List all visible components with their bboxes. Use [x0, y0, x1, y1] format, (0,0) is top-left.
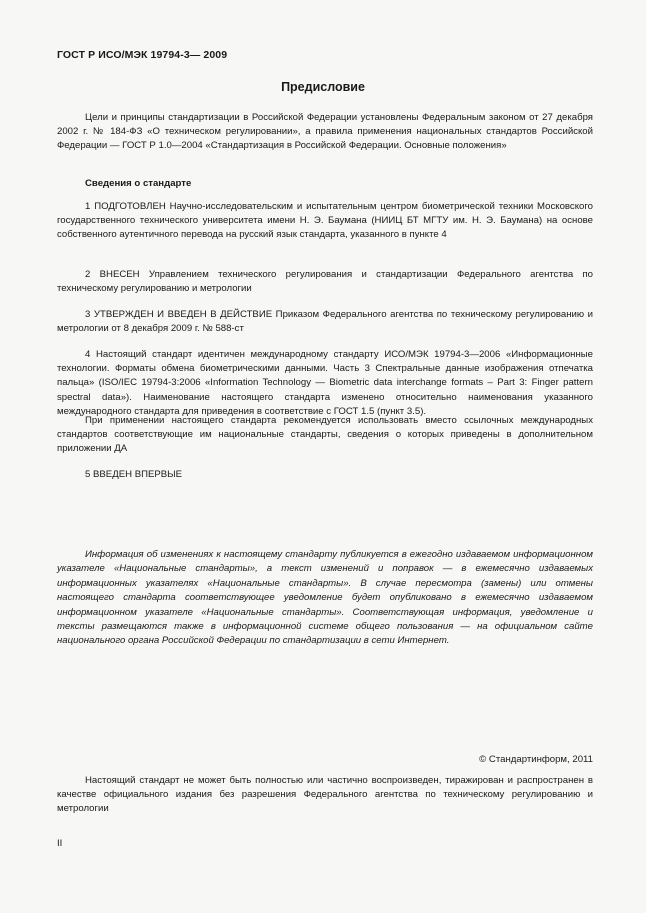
item-2-paragraph: 2 ВНЕСЕН Управлением технического регулирования и стандартизации Федерального агентства по техническому регулированию и метрологии [57, 269, 593, 295]
item-3-paragraph: 3 УТВЕРЖДЕН И ВВЕДЕН В ДЕЙСТВИЕ Приказом Федерального агентства по техническому регулированию и метрологии от 8 декабря 2009 г. № 588-ст [57, 309, 593, 335]
page-number: II [57, 838, 63, 849]
section-heading: Сведения о стандарте [85, 178, 192, 189]
page-title: Предисловие [281, 80, 365, 94]
changes-notice: Информация об изменениях к настоящему стандарту публикуется в ежегодно издаваемом информационном указателе «Национальные стандарты», а текст изменений и поправок — в ежемесячно издаваемых информационных указателях «Национальные стандарты». В случае пересмотра (замены) или отмены настоящего стандарта соответствующее уведомление будет опубликовано в ежемесячно издаваемом информационном указателе «Национальные стандарты». Соответствующая информация, уведомление и тексты размещаются также в информационной системе общего пользования — на официальном сайте национального органа Российской Федерации по стандартизации в сети Интернет. [57, 549, 593, 647]
item-5-paragraph: 5 ВВЕДЕН ВПЕРВЫЕ [85, 469, 183, 480]
intro-paragraph: Цели и принципы стандартизации в Российской Федерации установлены Федеральным законом от 27 декабря 2002 г. № 184-ФЗ «О техническом регулировании», а правила применения национальных стандартов Российской Федерации — ГОСТ Р 1.0—2004 «Стандартизация в Российской Федерации. Основные положения» [57, 112, 593, 152]
document-header: ГОСТ Р ИСО/МЭК 19794-3— 2009 [57, 49, 228, 61]
item-1-paragraph: 1 ПОДГОТОВЛЕН Научно-исследовательским и испытательным центром биометрической техники Московского государственного технического университета имени Н. Э. Баумана (НИИЦ БТ МГТУ им. Н. Э. Баумана) на основе собственного аутентичного перевода на русский язык стандарта, указанного в пункте 4 [57, 201, 593, 241]
reproduction-notice: Настоящий стандарт не может быть полностью или частично воспроизведен, тиражирован и распространен в качестве официального издания без разрешения Федерального агентства по техническому регулированию и метрологии [57, 775, 593, 815]
item-4-paragraph: 4 Настоящий стандарт идентичен международному стандарту ИСО/МЭК 19794-3—2006 «Информационные технологии. Форматы обмена биометрическими данными. Часть 3 Спектральные данные изображения отпечатка пальца» (ISO/IEC 19794-3:2006 «Information Technology — Biometric data interchange formats – Part 3: Finger pattern spectral data»). Наименование настоящего стандарта изменено относительно наименования указанного международного стандарта для приведения в соответствие с ГОСТ 1.5 (пункт 3.5). [57, 349, 593, 417]
copyright-line: © Стандартинформ, 2011 [479, 754, 593, 765]
item-4-note-paragraph: При применении настоящего стандарта рекомендуется использовать вместо ссылочных международных стандартов соответствующие им национальные стандарты, сведения о которых приведены в дополнительном приложении ДА [57, 415, 593, 455]
